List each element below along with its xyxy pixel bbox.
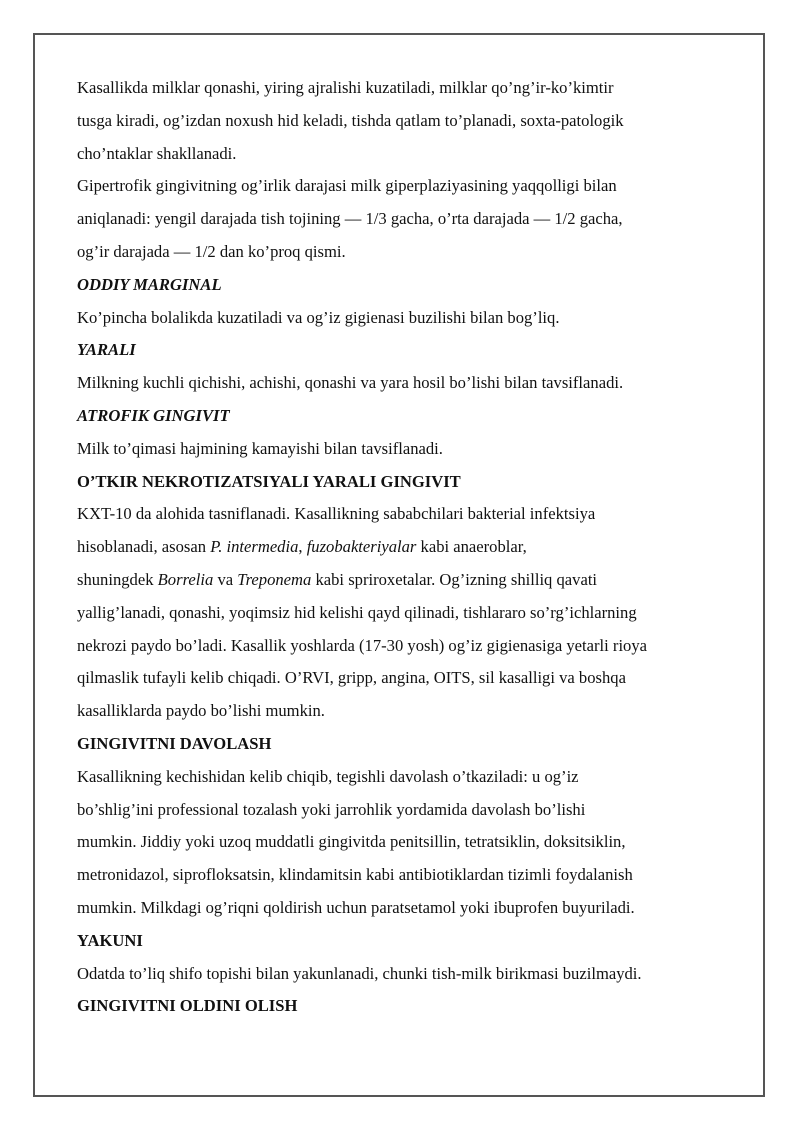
paragraph-line: metronidazol, siprofloksatsin, klindamitsin kabi antibiotiklardan tizimli foydalanish bbox=[77, 865, 633, 885]
section-heading-treatment: GINGIVITNI DAVOLASH bbox=[77, 733, 272, 753]
paragraph-line: Ko’pincha bolalikda kuzatiladi va og’iz gigienasi buzilishi bilan bog’liq. bbox=[77, 307, 560, 327]
paragraph-line: nekrozi paydo bo’ladi. Kasallik yoshlarda (17-30 yosh) og’iz gigienasiga yetarli rioya bbox=[77, 635, 648, 655]
section-heading-prevention: GINGIVITNI OLDINI OLISH bbox=[77, 996, 298, 1016]
paragraph-line: Kasallikda milklar qonashi, yiring ajralishi kuzatiladi, milklar qo’ng’ir-ko’kimtir bbox=[77, 78, 614, 97]
paragraph-line: og’ir darajada — 1/2 dan ko’proq qismi. bbox=[77, 241, 346, 261]
section-heading-outcome: YAKUNI bbox=[77, 930, 143, 950]
section-heading-atrophic: ATROFIK GINGIVIT bbox=[77, 405, 230, 425]
paragraph-line: kasalliklarda paydo bo’lishi mumkin. bbox=[77, 701, 325, 721]
species-name: Borrelia bbox=[157, 569, 214, 589]
paragraph-line: mumkin. Milkdagi og’riqni qoldirish uchun paratsetamol yoki ibuprofen buyuriladi. bbox=[77, 897, 635, 917]
paragraph-line: mumkin. Jiddiy yoki uzoq muddatli gingivitda penitsillin, tetratsiklin, doksitsiklin, bbox=[77, 832, 626, 852]
paragraph-line: KXT-10 da alohida tasniflanadi. Kasallikning sababchilari bakterial infektsiya bbox=[77, 504, 596, 524]
paragraph-line: aniqlanadi: yengil darajada tish tojining — 1/3 gacha, o’rta darajada — 1/2 gacha, bbox=[77, 209, 623, 229]
species-name: P. intermedia bbox=[210, 537, 299, 557]
paragraph-line: yallig’lanadi, qonashi, yoqimsiz hid kelishi qayd qilinadi, tishlararo so’rg’ichlarning bbox=[77, 602, 637, 622]
paragraph-line: tusga kiradi, og’izdan noxush hid keladi, tishda qatlam to’planadi, soxta-patologik bbox=[77, 110, 624, 130]
paragraph-line: Gipertrofik gingivitning og’irlik darajasi milk giperplaziyasining yaqqolligi bilan bbox=[77, 176, 617, 196]
section-heading-necrotizing: O’TKIR NEKROTIZATSIYALI YARALI GINGIVIT bbox=[77, 471, 461, 491]
section-heading-marginal: ODDIY MARGINAL bbox=[77, 274, 222, 294]
paragraph-line: bo’shlig’ini professional tozalash yoki jarrohlik yordamida davolash bo’lishi bbox=[77, 799, 586, 819]
paragraph-line: qilmaslik tufayli kelib chiqadi. O’RVI, gripp, angina, OITS, sil kasalligi va boshqa bbox=[77, 668, 626, 688]
species-name: Treponema bbox=[237, 569, 312, 589]
paragraph-line: Milk to’qimasi hajmining kamayishi bilan tavsiflanadi. bbox=[77, 438, 443, 458]
paragraph-line: Odatda to’liq shifo topishi bilan yakunlanadi, chunki tish-milk birikmasi buzilmaydi. bbox=[77, 963, 642, 983]
paragraph-line: Kasallikning kechishidan kelib chiqib, tegishli davolash o’tkaziladi: u og’iz bbox=[77, 766, 579, 786]
document-body bbox=[77, 72, 757, 1023]
paragraph-line: hisoblanadi, asosan P. intermedia, fuzobakteriyalar kabi anaeroblar, bbox=[77, 537, 527, 557]
section-heading-ulcerative: YARALI bbox=[77, 340, 136, 360]
species-name: fuzobakteriyalar bbox=[306, 537, 417, 557]
paragraph-line: shuningdek Borrelia va Treponema kabi spriroxetalar. Og’izning shilliq qavati bbox=[77, 569, 598, 589]
paragraph-line: cho’ntaklar shakllanadi. bbox=[77, 143, 237, 163]
paragraph-line: Milkning kuchli qichishi, achishi, qonashi va yara hosil bo’lishi bilan tavsiflanadi. bbox=[77, 373, 624, 393]
